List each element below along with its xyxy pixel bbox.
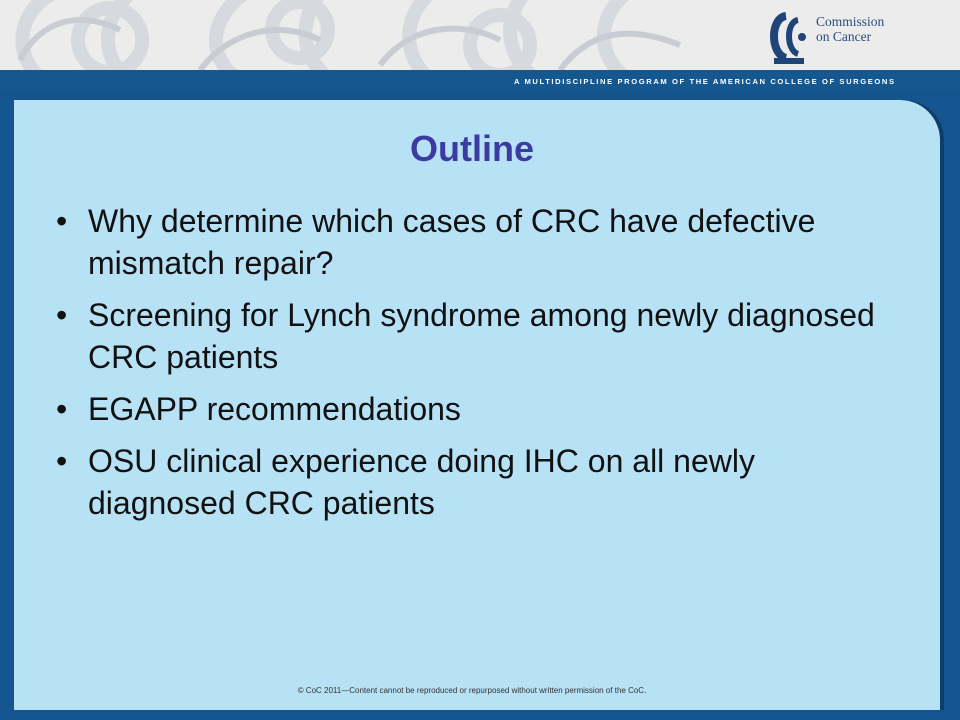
bullet-glyph: • xyxy=(56,297,68,333)
decorative-c-pattern xyxy=(0,0,700,78)
bullet-text: Why determine which cases of CRC have defective mismatch repair? xyxy=(88,203,816,281)
bullet-text: EGAPP recommendations xyxy=(88,391,461,427)
bullet-list xyxy=(56,200,886,534)
logo-line-1: Commission xyxy=(816,14,885,29)
bullet-item xyxy=(56,294,886,378)
bullet-text: Screening for Lynch syndrome among newly diagnosed CRC patients xyxy=(88,297,875,375)
bullet-glyph: • xyxy=(56,443,68,479)
logo-line-2: on Cancer xyxy=(816,29,872,44)
tagline: A MULTIDISCIPLINE PROGRAM OF THE AMERICAN COLLEGE OF SURGEONS xyxy=(514,77,896,86)
bullet-item xyxy=(56,200,886,284)
logo-wordmark xyxy=(816,14,884,44)
copyright-footer: © CoC 2011—Content cannot be reproduced or repurposed without written permission of the CoC. xyxy=(297,686,647,695)
slide-title: Outline xyxy=(410,128,534,169)
bullet-glyph: • xyxy=(56,391,68,427)
bullet-glyph: • xyxy=(56,203,68,239)
header-banner xyxy=(0,0,960,78)
bullet-item xyxy=(56,440,886,524)
bullet-text: OSU clinical experience doing IHC on all newly diagnosed CRC patients xyxy=(88,443,755,521)
bullet-item xyxy=(56,388,886,430)
